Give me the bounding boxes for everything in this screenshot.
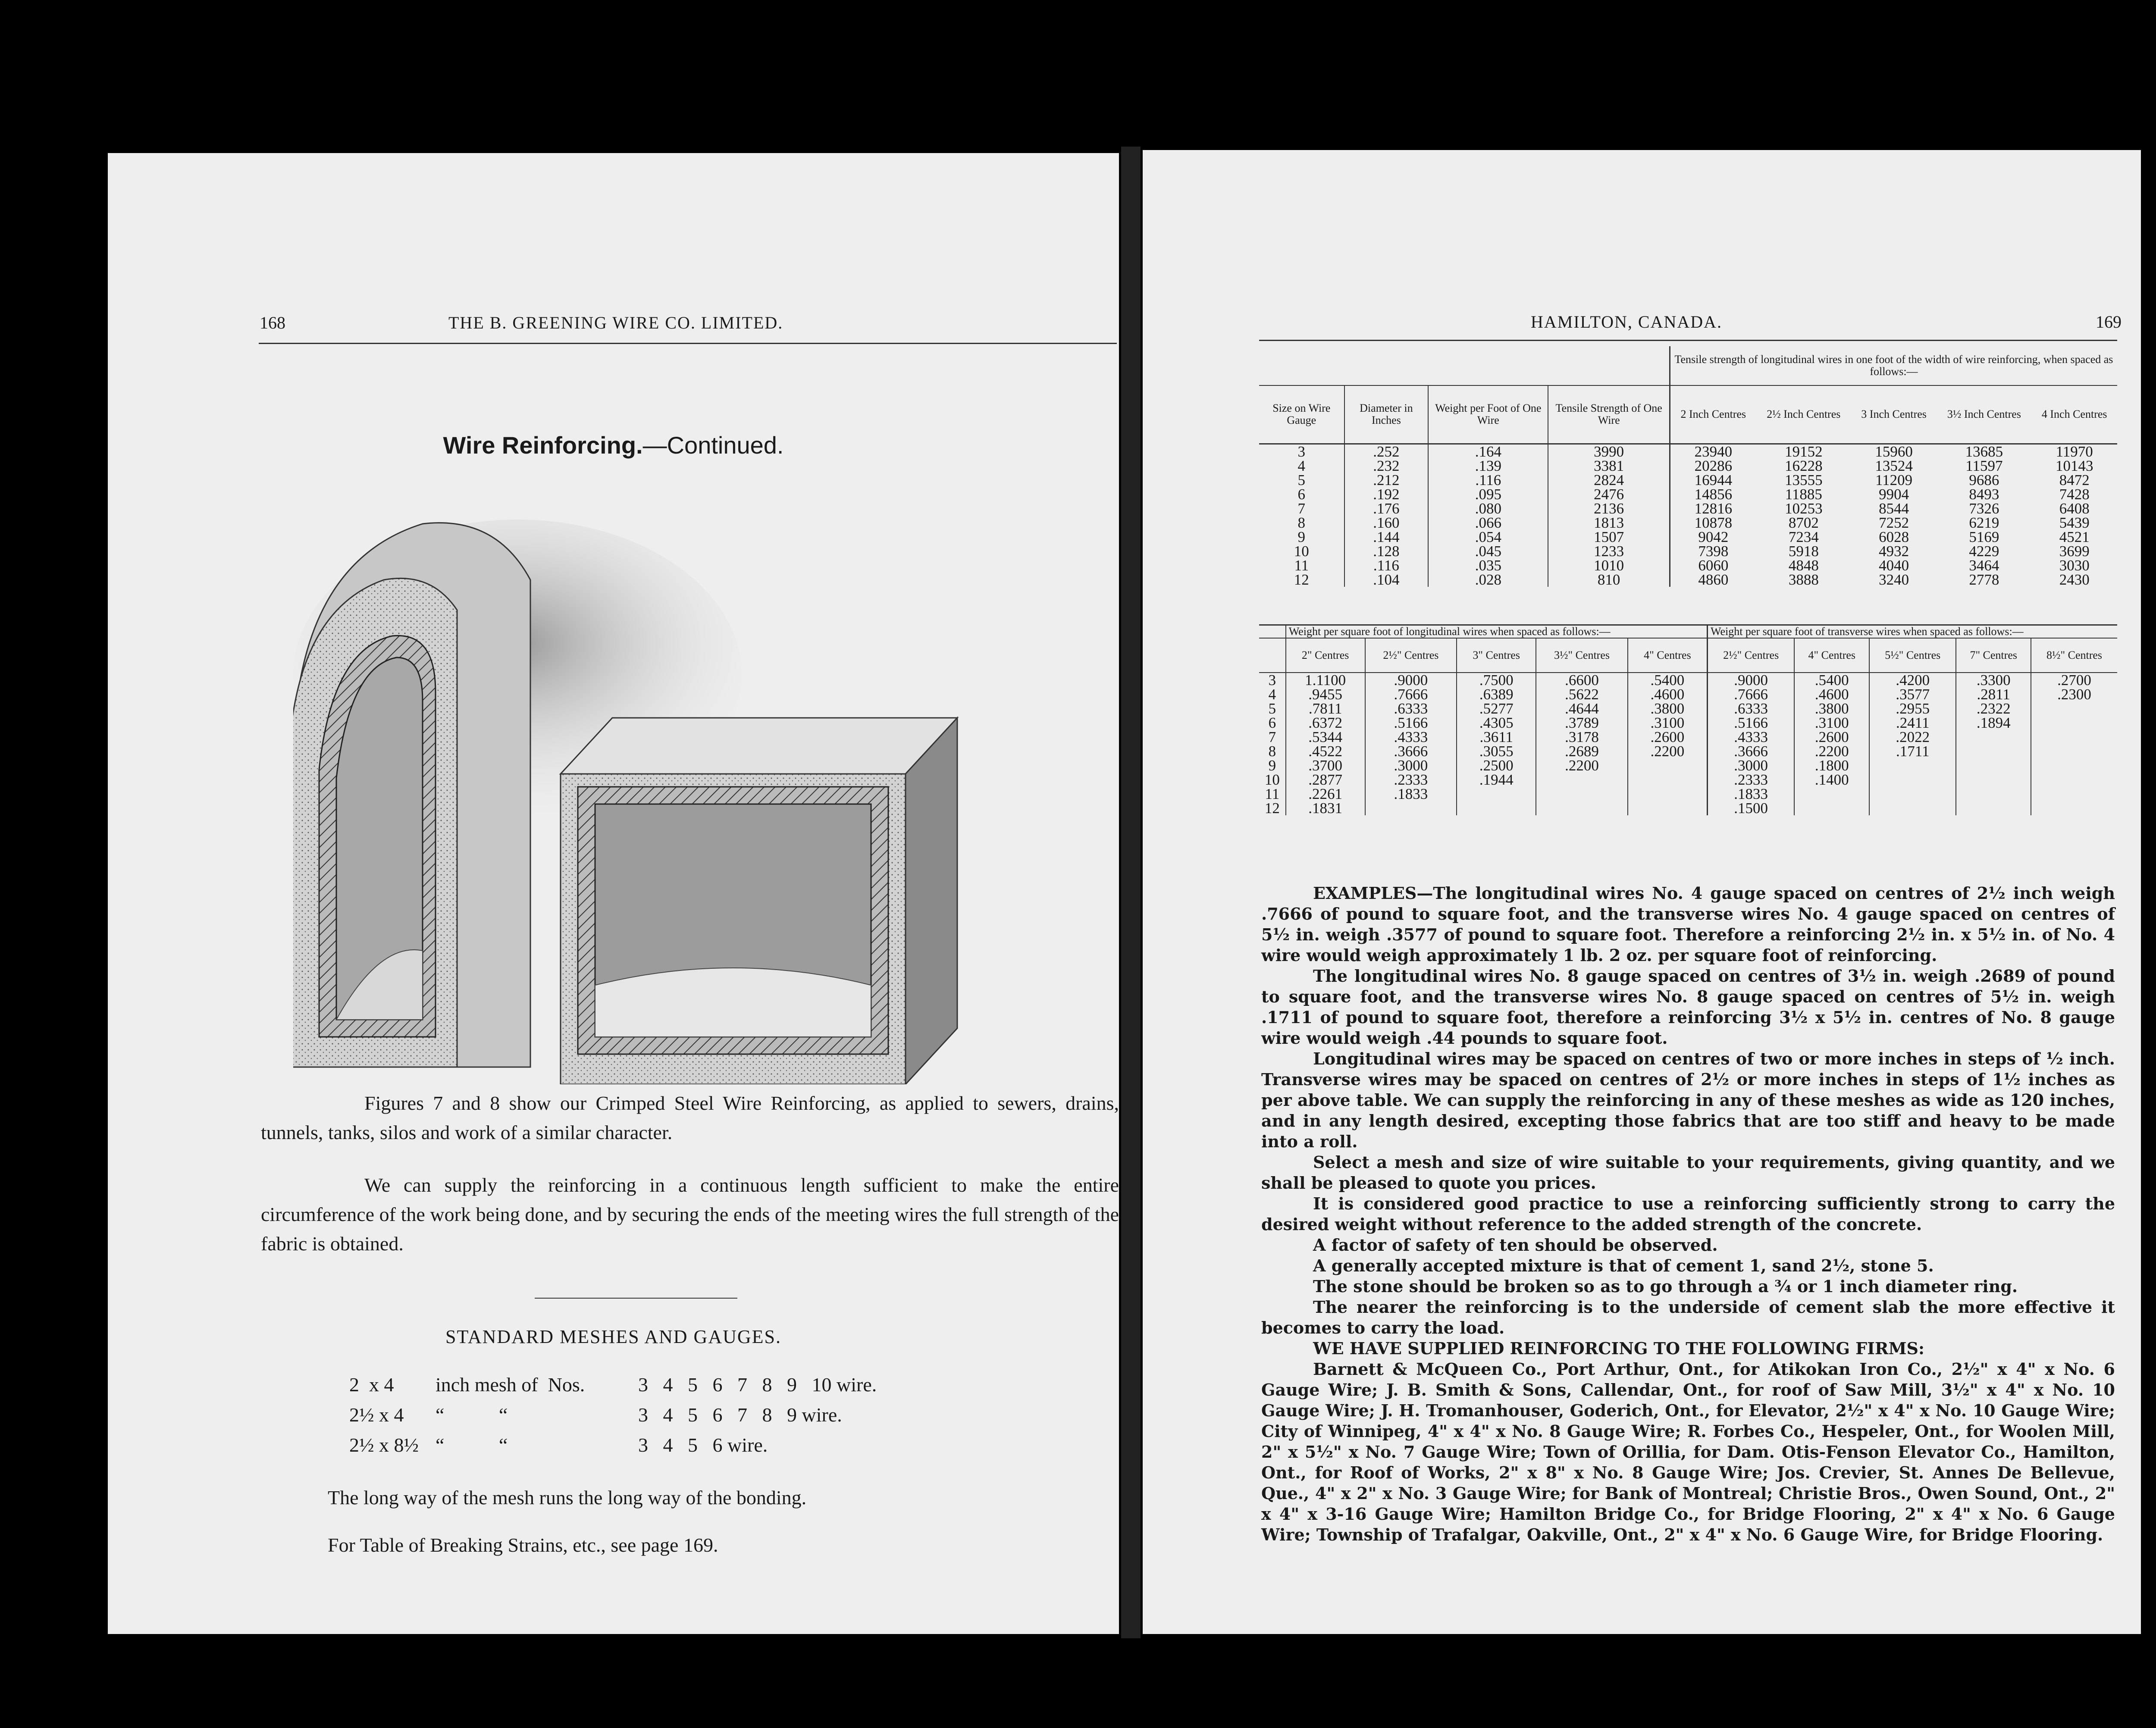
table-cell: .1711 (1869, 744, 1956, 758)
box-drain-figure (561, 718, 957, 1084)
table2-column-header: 4" Centres (1628, 638, 1708, 673)
table-cell (1628, 758, 1708, 773)
table-cell: .6333 (1365, 701, 1457, 716)
paragraph: The nearer the reinforcing is to the underside of cement slab the more effective it becomes to carry the load. (1261, 1297, 2115, 1337)
table-cell: 4229 (1969, 542, 1999, 560)
table-cell: 5169 (1969, 528, 1999, 545)
table-cell: .1944 (1457, 773, 1536, 787)
table1-column-header: Diameter in Inches (1344, 385, 1429, 444)
table-cell: 15960 (1875, 443, 1913, 460)
table-cell (1457, 787, 1536, 801)
table-row (1259, 487, 2117, 501)
table-cell: .3577 (1869, 687, 1956, 701)
paragraph-supply: We can supply the reinforcing in a continuous length sufficient to make the entire circumference of the work being done, and by securing the ends of the meeting wires the full strength of the fabric is obtained. (261, 1174, 1119, 1255)
table-cell: 4040 (1879, 557, 1909, 574)
table-cell: .176 (1344, 501, 1429, 516)
table-cell: 11 (1294, 557, 1309, 574)
table-cell: 3 (1297, 443, 1306, 460)
table-cell: 4848 (1788, 557, 1819, 574)
table-cell: .1833 (1707, 787, 1794, 801)
table-cell: 7252 (1879, 514, 1909, 531)
table-cell: 12 (1294, 571, 1309, 588)
table1-column-header: 2 Inch Centres (1670, 385, 1756, 444)
mesh-size: 2½ x 4 (349, 1404, 404, 1426)
table1-column-header: 3 Inch Centres (1861, 408, 1927, 421)
table-cell: 11597 (1965, 457, 2003, 474)
table-cell: 3240 (1879, 571, 1909, 588)
title-continued: —Continued. (642, 432, 784, 459)
table-cell: 4 (1268, 686, 1276, 703)
table-row (1259, 444, 2117, 459)
table-cell: .3800 (1794, 701, 1869, 716)
table2-column-header (1259, 638, 1286, 673)
table-cell: 8472 (2059, 471, 2090, 488)
paragraph-figures: Figures 7 and 8 show our Crimped Steel Wire Reinforcing, as applied to sewers, drains, tunnels, tanks, silos and work of a similar character. (261, 1092, 1119, 1143)
table-cell: 13685 (1965, 443, 2003, 460)
table-cell: 7234 (1788, 528, 1819, 545)
table-cell: .2322 (1956, 701, 2031, 716)
table1-column-header: 2½ Inch Centres (1767, 408, 1841, 421)
table-cell (1628, 787, 1708, 801)
meshes-heading: STANDARD MESHES AND GAUGES. (445, 1326, 781, 1347)
table-cell (2031, 701, 2117, 716)
tensile-strength-table (1259, 346, 2117, 587)
table-cell (1869, 773, 1956, 787)
table-cell: 23940 (1670, 444, 1756, 459)
firms-list: Barnett & McQueen Co., Port Arthur, Ont., for Atikokan Iron Co., 2½" x 4" x No. 6 Gauge Wire; J. B. Smith & Sons, Callendar, Ont., for roof of Saw Mill, 3½" x 4" x No. 10 Gauge Wire; J. H. Tromanhouser, Goderich, Ont., for Elevator, 2½" x 4" x No. 10 Gauge Wire; City of Winnipeg, 4" x 4" x No. 8 Gauge Wire; R. Forbes Co., Hespeler, Ont., for Woolen Mill, 2" x 5½" x No. 7 Gauge Wire; Town of Orillia, for Dam. Otis-Fenson Elevator Co., Hamilton, Ont., for Roof of Works, 2" x 8" x No. 8 Gauge Wire; Jos. Crevier, St. Annes De Bellevue, Que., 4" x 2" x No. 3 Gauge Wire; for Bank of Montreal; Christie Bros., Owen Sound, Ont., 2" x 4" x 3-16 Gauge Wire; Hamilton Bridge Co., for Bridge Flooring, 2" x 4" x No. 6 Gauge Wire; Township of Trafalgar, Oakville, Ont., 2" x 4" x No. 6 Gauge Wire, for Bridge Flooring. (1261, 1359, 2115, 1544)
table-row (1259, 787, 2117, 801)
table-cell: .6600 (1536, 673, 1628, 687)
reinforcing-figure (293, 511, 966, 1084)
table-cell: .2261 (1286, 787, 1365, 801)
table-cell (1956, 773, 2031, 787)
table-row (1259, 544, 2117, 558)
table2-column-header: 5½" Centres (1869, 638, 1956, 673)
mesh-gauges: 3 4 5 6 wire. (638, 1434, 768, 1456)
table-cell: 810 (1548, 573, 1670, 587)
table-cell: 10 (1294, 542, 1309, 560)
table-cell: .7666 (1707, 687, 1794, 701)
table-cell: 3381 (1548, 459, 1670, 473)
header-rule (1259, 340, 2117, 341)
table-cell: .9000 (1707, 673, 1794, 687)
table-cell: .7811 (1286, 701, 1365, 716)
table-row (1259, 716, 2117, 730)
table-cell: 4932 (1879, 542, 1909, 560)
table-cell: 7398 (1670, 544, 1756, 558)
table-cell: 2476 (1548, 487, 1670, 501)
table2-column-header: 3" Centres (1457, 638, 1536, 673)
table-cell: 7326 (1969, 500, 1999, 517)
table-row (1259, 687, 2117, 701)
table-cell (1956, 787, 2031, 801)
table-cell: .2411 (1869, 716, 1956, 730)
table-cell: 3 (1268, 672, 1276, 689)
table-cell: .2689 (1536, 744, 1628, 758)
table-cell: .4305 (1457, 716, 1536, 730)
running-head-left: THE B. GREENING WIRE CO. LIMITED. (448, 313, 783, 332)
table-cell: 2430 (2059, 571, 2090, 588)
table-cell (1536, 787, 1628, 801)
table-cell: .2955 (1869, 701, 1956, 716)
mesh-size: 2½ x 8½ (349, 1434, 419, 1456)
table-row (1259, 473, 2117, 487)
table-cell: 3030 (2059, 557, 2090, 574)
table-cell: 8544 (1879, 500, 1909, 517)
table-cell: 1507 (1548, 530, 1670, 544)
table-cell: .3178 (1536, 730, 1628, 744)
table-cell: 12816 (1670, 501, 1756, 516)
mesh-gauges: 3 4 5 6 7 8 9 wire. (638, 1404, 842, 1426)
table-cell: 1233 (1548, 544, 1670, 558)
table-cell: .192 (1344, 487, 1429, 501)
mesh-desc: inch mesh of Nos. (436, 1374, 585, 1396)
table-cell: .164 (1428, 444, 1548, 459)
table-cell: .116 (1428, 473, 1548, 487)
table-cell: 14856 (1670, 487, 1756, 501)
table-cell (1628, 801, 1708, 815)
table-cell: .1831 (1286, 801, 1365, 815)
firms-heading: WE HAVE SUPPLIED REINFORCING TO THE FOLLOWING FIRMS: (1313, 1339, 1925, 1358)
table-cell: 4521 (2059, 528, 2090, 545)
table-cell: 16228 (1785, 457, 1823, 474)
table2-column-header: 8½" Centres (2031, 638, 2117, 673)
table-cell: .116 (1344, 558, 1429, 573)
paragraph: A factor of safety of ten should be observed. (1313, 1235, 1718, 1255)
table-cell: .4200 (1869, 673, 1956, 687)
examples-text (1261, 883, 2115, 1545)
table-row (1259, 516, 2117, 530)
table-cell: 5439 (2059, 514, 2090, 531)
table-cell: 9904 (1879, 485, 1909, 503)
table-cell: .1894 (1956, 716, 2031, 730)
table-cell: .1400 (1794, 773, 1869, 787)
table-cell: .054 (1428, 530, 1548, 544)
table-cell: 6 (1268, 714, 1276, 731)
table-cell: 10143 (2055, 457, 2093, 474)
table-cell: .4600 (1794, 687, 1869, 701)
divider-short (535, 1298, 737, 1299)
table-cell: 9 (1268, 757, 1276, 774)
table2-longitudinal-header: Weight per square foot of longitudinal wires when spaced as follows:— (1286, 625, 1708, 639)
arch-sewer-figure (293, 523, 530, 1067)
table-cell (1794, 801, 1869, 815)
table-cell: 8 (1297, 514, 1306, 531)
table-cell: .3000 (1707, 758, 1794, 773)
table-cell: 6 (1297, 485, 1306, 503)
table-cell: 10 (1264, 771, 1280, 788)
table-cell: .1500 (1707, 801, 1794, 815)
table-cell: 11885 (1785, 485, 1822, 503)
table-cell: .4522 (1286, 744, 1365, 758)
table-cell: 13524 (1875, 457, 1913, 474)
table-cell: 6028 (1879, 528, 1909, 545)
table-cell: 3699 (2059, 542, 2090, 560)
table1-column-header: Weight per Foot of One Wire (1428, 385, 1548, 444)
table-cell: 1813 (1548, 516, 1670, 530)
table-cell: .3666 (1707, 744, 1794, 758)
table-cell: 7 (1297, 500, 1306, 517)
table-cell: .212 (1344, 473, 1429, 487)
table-cell (2031, 773, 2117, 787)
table-row (1259, 573, 2117, 587)
table-cell: 16944 (1670, 473, 1756, 487)
table-cell: 8702 (1788, 514, 1819, 531)
table-cell: .045 (1428, 544, 1548, 558)
table-cell (2031, 801, 2117, 815)
mesh-row (349, 1434, 768, 1456)
table-cell: 10253 (1785, 500, 1823, 517)
table-cell: 6408 (2059, 500, 2090, 517)
table2-column-header: 3½" Centres (1536, 638, 1628, 673)
table-cell (1869, 801, 1956, 815)
table-cell (1956, 801, 2031, 815)
table1-column-header: 4 Inch Centres (2041, 408, 2107, 421)
table-cell: .2200 (1628, 744, 1708, 758)
table-cell: .3666 (1365, 744, 1457, 758)
paragraph: The longitudinal wires No. 8 gauge spaced on centres of 3½ in. weigh .2689 of pound to square foot, and the transverse wires No. 8 gauge spaced on centres of 5½ in. weigh .1711 of pound to square foot, therefore a reinforcing 3½ x 5½ in. centres of No. 8 gauge wire would weigh .44 pounds to square foot. (1261, 966, 2115, 1048)
table-cell: .9000 (1365, 673, 1457, 687)
table-cell: 4860 (1670, 573, 1756, 587)
table-cell: .4600 (1628, 687, 1708, 701)
table-cell (1457, 801, 1536, 815)
table-cell (1956, 744, 2031, 758)
table-cell: .3800 (1628, 701, 1708, 716)
table-cell: .7500 (1457, 673, 1536, 687)
table-cell: .2700 (2031, 673, 2117, 687)
mesh-gauges: 3 4 5 6 7 8 9 10 wire. (638, 1374, 877, 1396)
table-cell: 2778 (1969, 571, 1999, 588)
table-cell: 11970 (2056, 443, 2093, 460)
table-cell (1794, 787, 1869, 801)
table-cell (2031, 744, 2117, 758)
table-cell: .028 (1428, 573, 1548, 587)
paragraph: Select a mesh and size of wire suitable to your requirements, giving quantity, and we shall be pleased to quote you prices. (1261, 1152, 2115, 1193)
table-row (1259, 530, 2117, 544)
table-cell: .1833 (1365, 787, 1457, 801)
table-row (1259, 501, 2117, 516)
table2-column-header: 4" Centres (1794, 638, 1869, 673)
mesh-row (349, 1403, 842, 1426)
table-cell: .3700 (1286, 758, 1365, 773)
table-row (1259, 673, 2117, 687)
table-cell: .066 (1428, 516, 1548, 530)
table2-column-header: 2½" Centres (1365, 638, 1457, 673)
weight-per-square-foot-table (1259, 624, 2117, 815)
table-row (1259, 801, 2117, 815)
table-cell: 9 (1297, 528, 1306, 545)
title-bold: Wire Reinforcing. (443, 432, 643, 459)
table-cell: .2500 (1457, 758, 1536, 773)
table-cell: .6389 (1457, 687, 1536, 701)
table-cell (1536, 801, 1628, 815)
table-cell: .9455 (1286, 687, 1365, 701)
table-cell (1628, 773, 1708, 787)
table-cell: .3055 (1457, 744, 1536, 758)
table-cell: 2824 (1548, 473, 1670, 487)
table-row (1259, 744, 2117, 758)
table-cell: .6333 (1707, 701, 1794, 716)
table-cell: .4333 (1707, 730, 1794, 744)
table-cell: .5277 (1457, 701, 1536, 716)
page-number-right: 169 (2096, 312, 2122, 332)
table-cell: 3464 (1969, 557, 1999, 574)
table-cell: 12 (1264, 800, 1280, 817)
paragraph: It is considered good practice to use a reinforcing sufficiently strong to carry the desired weight without reference to the added strength of the concrete. (1261, 1194, 2115, 1234)
table-cell: .128 (1344, 544, 1429, 558)
table-cell: .2022 (1869, 730, 1956, 744)
paragraph: Longitudinal wires may be spaced on centres of two or more inches in steps of ½ inch. Transverse wires may be spaced on centres of 2½ or more inches in steps of 1½ inches as per above table. We can supply the reinforcing in any of these meshes as wide as 120 inches, and in any length desired, excepting those fabrics that are too stiff and heavy to be made into a roll. (1261, 1049, 2115, 1151)
table-cell: 3990 (1548, 444, 1670, 459)
table-cell: .160 (1344, 516, 1429, 530)
table-cell: 3888 (1788, 571, 1819, 588)
table-cell (2031, 716, 2117, 730)
table-cell: 4 (1297, 457, 1306, 474)
table-row (1259, 730, 2117, 744)
table-cell: 20286 (1670, 459, 1756, 473)
table-cell: 10878 (1670, 516, 1756, 530)
table-cell: .5400 (1628, 673, 1708, 687)
table2-column-header: 2" Centres (1286, 638, 1365, 673)
table-cell: .3100 (1628, 716, 1708, 730)
table-cell: .5400 (1794, 673, 1869, 687)
table-cell: 7 (1268, 729, 1276, 745)
table2-column-header: 7" Centres (1956, 638, 2031, 673)
table-cell: .2811 (1956, 687, 2031, 701)
table-cell: .5166 (1707, 716, 1794, 730)
paragraph: EXAMPLES—The longitudinal wires No. 4 gauge spaced on centres of 2½ inch weigh .7666 of pound to square foot, and the transverse wires No. 4 gauge spaced on centres of 5½ in. weigh .3577 of pound to square foot. Therefore a reinforcing 2½ in. x 5½ in. of No. 4 wire would weigh approximately 1 lb. 2 oz. per square foot of reinforcing. (1261, 883, 2115, 965)
table-cell (1869, 787, 1956, 801)
table-cell: 2136 (1548, 501, 1670, 516)
table-cell: .144 (1344, 530, 1429, 544)
table-cell: .2600 (1794, 730, 1869, 744)
table-cell (2031, 730, 2117, 744)
table1-column-header: Size on Wire Gauge (1272, 402, 1331, 427)
table-cell: 9686 (1969, 471, 1999, 488)
table-cell: .5622 (1536, 687, 1628, 701)
table-cell: .2600 (1628, 730, 1708, 744)
header-rule (259, 343, 1117, 344)
table-cell: 1010 (1548, 558, 1670, 573)
mesh-desc: “ “ (436, 1434, 508, 1456)
mesh-size: 2 x 4 (349, 1374, 394, 1396)
table-cell (1365, 801, 1457, 815)
table-cell: .5344 (1286, 730, 1365, 744)
paragraph: A generally accepted mixture is that of cement 1, sand 2½, stone 5. (1313, 1256, 1934, 1275)
table-row (1259, 758, 2117, 773)
table-cell: 5 (1297, 471, 1306, 488)
table-cell: .6372 (1286, 716, 1365, 730)
table-cell: 5918 (1788, 542, 1819, 560)
table-cell: .3300 (1956, 673, 2031, 687)
table-cell: .3000 (1365, 758, 1457, 773)
table-cell: .3789 (1536, 716, 1628, 730)
mesh-desc: “ “ (436, 1404, 508, 1426)
table-row (1259, 701, 2117, 716)
table1-column-header: 3½ Inch Centres (1947, 408, 2021, 421)
table-cell: .104 (1344, 573, 1429, 587)
table-cell: 9042 (1670, 530, 1756, 544)
table-cell: .5166 (1365, 716, 1457, 730)
table-cell: .1800 (1794, 758, 1869, 773)
table-cell: .2200 (1536, 758, 1628, 773)
table-cell (1956, 730, 2031, 744)
table-cell: .035 (1428, 558, 1548, 573)
page-number-left: 168 (260, 313, 285, 332)
table-cell: 6060 (1670, 558, 1756, 573)
table-cell: 5 (1268, 700, 1276, 717)
table-cell: .4333 (1365, 730, 1457, 744)
table-cell: 11209 (1875, 471, 1913, 488)
table1-group-header: Tensile strength of longitudinal wires in one foot of the width of wire reinforcing, when spaced as follows:— (1670, 346, 2117, 385)
table-cell: .4644 (1536, 701, 1628, 716)
table-cell: 11 (1265, 786, 1280, 802)
running-head-right: HAMILTON, CANADA. (1531, 312, 1723, 332)
table-cell: .7666 (1365, 687, 1457, 701)
note-table-reference: For Table of Breaking Strains, etc., see page 169. (328, 1534, 718, 1556)
table-cell (2031, 758, 2117, 773)
table-cell: .2333 (1707, 773, 1794, 787)
table-cell (1536, 773, 1628, 787)
table-row (1259, 558, 2117, 573)
table1-column-header: Tensile Strength of One Wire (1548, 385, 1670, 444)
table-cell: .139 (1428, 459, 1548, 473)
table-cell: .095 (1428, 487, 1548, 501)
table-cell: .252 (1344, 444, 1429, 459)
table2-transverse-header: Weight per square foot of transverse wires when spaced as follows:— (1707, 625, 2117, 639)
table-cell: .3100 (1794, 716, 1869, 730)
right-page (1143, 150, 2141, 1634)
table-cell (1956, 758, 2031, 773)
left-page (108, 153, 1119, 1634)
table-cell (2031, 787, 2117, 801)
table-cell: 8493 (1969, 485, 1999, 503)
table-cell: 8 (1268, 743, 1276, 760)
paragraph: The stone should be broken so as to go through a ¾ or 1 inch diameter ring. (1313, 1277, 2018, 1296)
table-cell (1869, 758, 1956, 773)
table2-column-header: 2½" Centres (1707, 638, 1794, 673)
table-cell: .2877 (1286, 773, 1365, 787)
note-mesh-direction: The long way of the mesh runs the long way of the bonding. (328, 1487, 807, 1509)
table-cell: 1.1100 (1286, 673, 1365, 687)
section-title (108, 431, 1119, 459)
table-cell: 19152 (1785, 443, 1823, 460)
table-cell: 13555 (1785, 471, 1823, 488)
table-row (1259, 459, 2117, 473)
table-row (1259, 773, 2117, 787)
table-cell: .232 (1344, 459, 1429, 473)
mesh-row (349, 1373, 877, 1396)
table-cell: .2200 (1794, 744, 1869, 758)
table-cell: .3611 (1457, 730, 1536, 744)
table-cell: 7428 (2059, 485, 2090, 503)
table-cell: .080 (1428, 501, 1548, 516)
book-gutter (1121, 147, 1141, 1638)
table-cell: .2300 (2031, 687, 2117, 701)
table-cell: .2333 (1365, 773, 1457, 787)
table-cell: 6219 (1969, 514, 1999, 531)
